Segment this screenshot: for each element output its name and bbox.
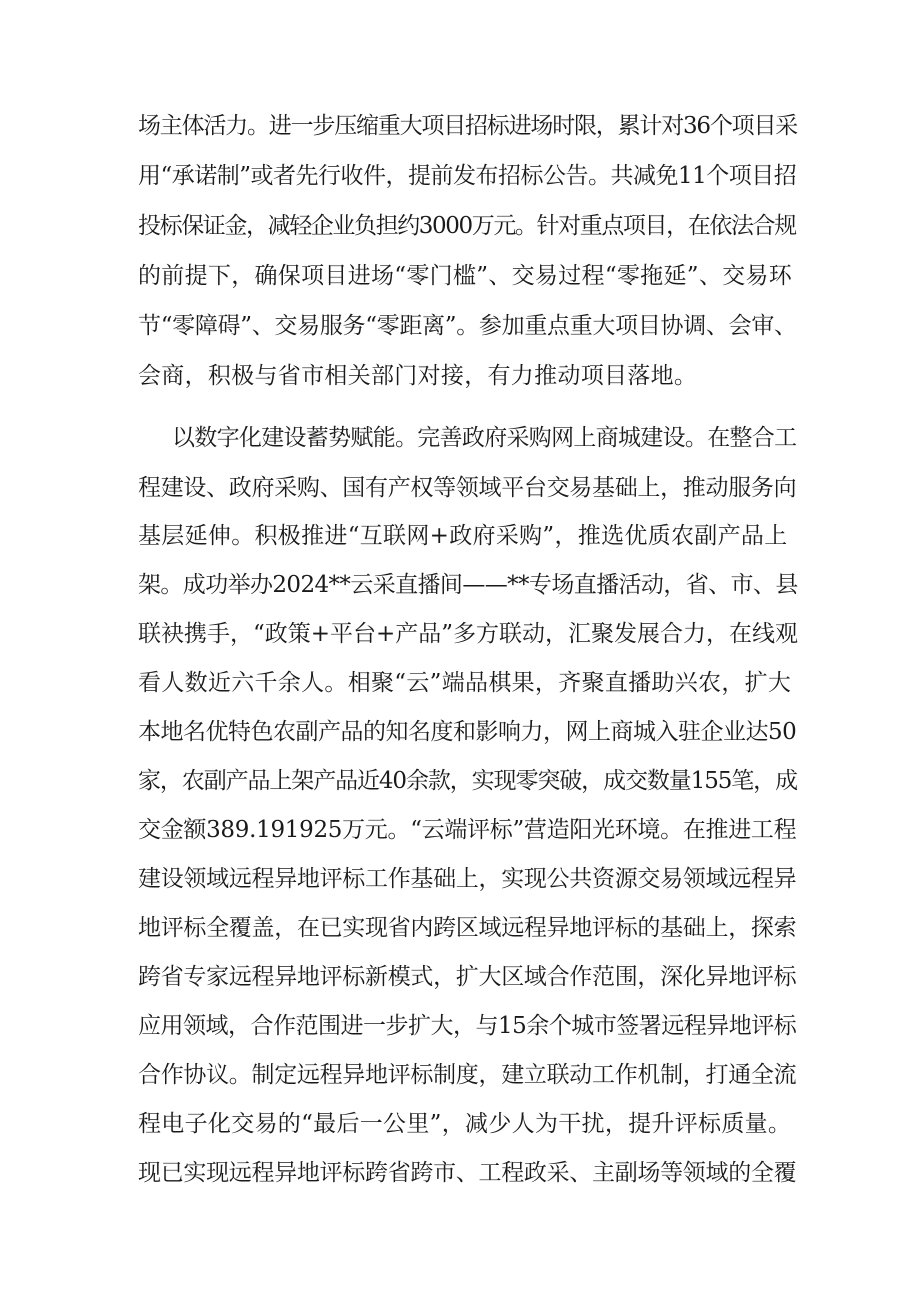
paragraph-2-line-12: 跨省专家远程异地评标新模式，扩大区域合作范围，深化异地评标 bbox=[138, 964, 797, 990]
paragraph-2-line-2: 程建设、政府采购、国有产权等领域平台交易基础上，推动服务向 bbox=[138, 475, 797, 501]
paragraph-2-line-8: 家，农副产品上架产品近40余款，实现零突破，成交数量155笔，成 bbox=[138, 768, 797, 794]
paragraph-1-line-3: 投标保证金，减轻企业负担约3000万元。针对重点项目，在依法合规 bbox=[138, 213, 796, 239]
paragraph-2-line-3: 基层延伸。积极推进“互联网+政府采购”，推选优质农副产品上 bbox=[138, 523, 788, 549]
paragraph-2-line-5: 联袂携手，“政策+平台+产品”多方联动，汇聚发展合力，在线观 bbox=[138, 621, 799, 647]
paragraph-2-line-1: 以数字化建设蓄势赋能。完善政府采购网上商城建设。在整合工 bbox=[172, 425, 797, 451]
paragraph-2-line-9: 交金额389.191925万元。“云端评标”营造阳光环境。在推进工程 bbox=[138, 817, 797, 843]
paragraph-2-line-15: 程电子化交易的“最后一公里”，减少人为干扰，提升评标质量。 bbox=[138, 1111, 792, 1137]
paragraph-1-line-6: 会商，积极与省市相关部门对接，有力推动项目落地。 bbox=[138, 363, 698, 389]
paragraph-1-line-5: 节“零障碍”、交易服务“零距离”。参加重点重大项目协调、会审、 bbox=[138, 313, 797, 339]
paragraph-1-line-1: 场主体活力。进一步压缩重大项目招标进场时限，累计对36个项目采 bbox=[138, 113, 798, 139]
paragraph-2-line-4: 架。成功举办2024**云采直播间——**专场直播活动，省、市、县 bbox=[138, 572, 798, 598]
paragraph-2-line-7: 本地名优特色农副产品的知名度和影响力，网上商城入驻企业达50 bbox=[138, 719, 797, 745]
paragraph-2-line-16: 现已实现远程异地评标跨省跨市、工程政采、主副场等领域的全覆 bbox=[138, 1160, 797, 1186]
paragraph-2-line-10: 建设领域远程异地评标工作基础上，实现公共资源交易领域远程异 bbox=[138, 866, 797, 892]
paragraph-2-line-13: 应用领域，合作范围进一步扩大，与15余个城市签署远程异地评标 bbox=[138, 1013, 797, 1039]
paragraph-2-line-14: 合作协议。制定远程异地评标制度，建立联动工作机制，打通全流 bbox=[138, 1062, 797, 1088]
paragraph-2-line-6: 看人数近六千余人。相聚“云”端品棋果，齐聚直播助兴农，扩大 bbox=[138, 670, 792, 696]
paragraph-1-line-2: 用“承诺制”或者先行收件，提前发布招标公告。共减免11个项目招 bbox=[138, 163, 797, 189]
paragraph-1-line-4: 的前提下，确保项目进场“零门槛”、交易过程“零拖延”、交易环 bbox=[138, 263, 793, 289]
paragraph-2-line-11: 地评标全覆盖，在已实现省内跨区域远程异地评标的基础上，探索 bbox=[138, 915, 797, 941]
